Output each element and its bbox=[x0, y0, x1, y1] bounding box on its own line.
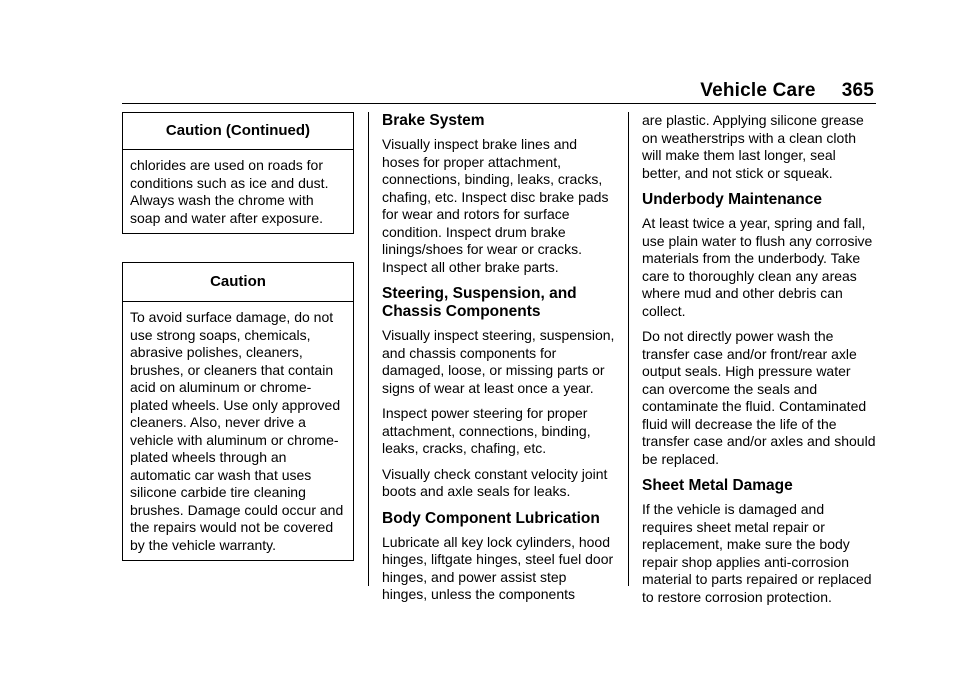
caution-text: To avoid surface damage, do not use strong soaps, chemicals, abrasive polishes, cleaners, brushes, or cleaners that contain acid on aluminum or chrome-plated wheels. Use only approved cleaners. Also, never drive a vehicle with aluminum or chrome-plated wheels through an automatic car wash that uses silicone carbide tire cleaning brushes. Damage could occur and the repairs would not be covered by the vehicle warranty. bbox=[130, 309, 344, 553]
caution-title: Caution bbox=[123, 263, 353, 302]
page-header bbox=[700, 80, 874, 102]
steering-text-2: Inspect power steering for proper attachment, connections, binding, leaks, cracks, chafing, etc. bbox=[382, 405, 591, 456]
column-right bbox=[642, 112, 876, 614]
page-number: 365 bbox=[841, 80, 874, 101]
column-divider bbox=[628, 112, 629, 586]
heading-sheet-metal: Sheet Metal Damage bbox=[642, 477, 793, 494]
heading-body-lubrication: Body Component Lubrication bbox=[382, 509, 600, 527]
brake-system-text: Visually inspect brake lines and hoses for proper attachment, connections, binding, leaks, cracks, chafing, etc. Inspect disc brake pads for wear and rotors for surface condition. Inspect drum brake linings/shoes for wear or cracks. Inspect all other brake parts. bbox=[382, 136, 609, 275]
body-lubrication-text: Lubricate all key lock cylinders, hood hinges, liftgate hinges, steel fuel door hinges, and power assist step hinges, unless the components bbox=[382, 533, 614, 602]
section-title: Vehicle Care bbox=[700, 80, 816, 101]
caution-continued-text: chlorides are used on roads for conditions such as ice and dust. Always wash the chrome with soap and water after exposure. bbox=[130, 157, 329, 226]
heading-brake-system: Brake System bbox=[382, 112, 485, 129]
column-divider bbox=[368, 112, 369, 586]
column-left bbox=[122, 112, 354, 561]
underbody-text-2: Do not directly power wash the transfer case and/or front/rear axle output seals. High pressure water can overcome the seals and contaminate the fluid. Contaminated fluid will decrease the life of the transfer case and/or axles and should be replaced. bbox=[642, 328, 876, 467]
heading-steering: Steering, Suspension, and Chassis Components bbox=[382, 285, 577, 320]
header-rule bbox=[122, 103, 876, 104]
caution-box bbox=[122, 262, 354, 561]
steering-text-3: Visually check constant velocity joint boots and axle seals for leaks. bbox=[382, 465, 608, 499]
underbody-text-1: At least twice a year, spring and fall, use plain water to flush any corrosive materials from the underbody. Take care to thoroughly clean any areas where mud and other debris can collect. bbox=[642, 215, 873, 319]
caution-continued-title: Caution (Continued) bbox=[123, 113, 353, 150]
heading-underbody: Underbody Maintenance bbox=[642, 191, 822, 208]
caution-continued-box bbox=[122, 112, 354, 234]
steering-text-1: Visually inspect steering, suspension, and chassis components for damaged, loose, or missing parts or signs of wear at least once a year. bbox=[382, 327, 615, 396]
column-middle bbox=[382, 112, 615, 612]
sheet-metal-text: If the vehicle is damaged and requires sheet metal repair or replacement, make sure the body repair shop applies anti-corrosion material to parts repaired or replaced to restore corrosion protection. bbox=[642, 501, 872, 605]
body-lubrication-text-continued: are plastic. Applying silicone grease on weatherstrips with a clean cloth will make them last longer, seal better, and not stick or squeak. bbox=[642, 112, 864, 181]
